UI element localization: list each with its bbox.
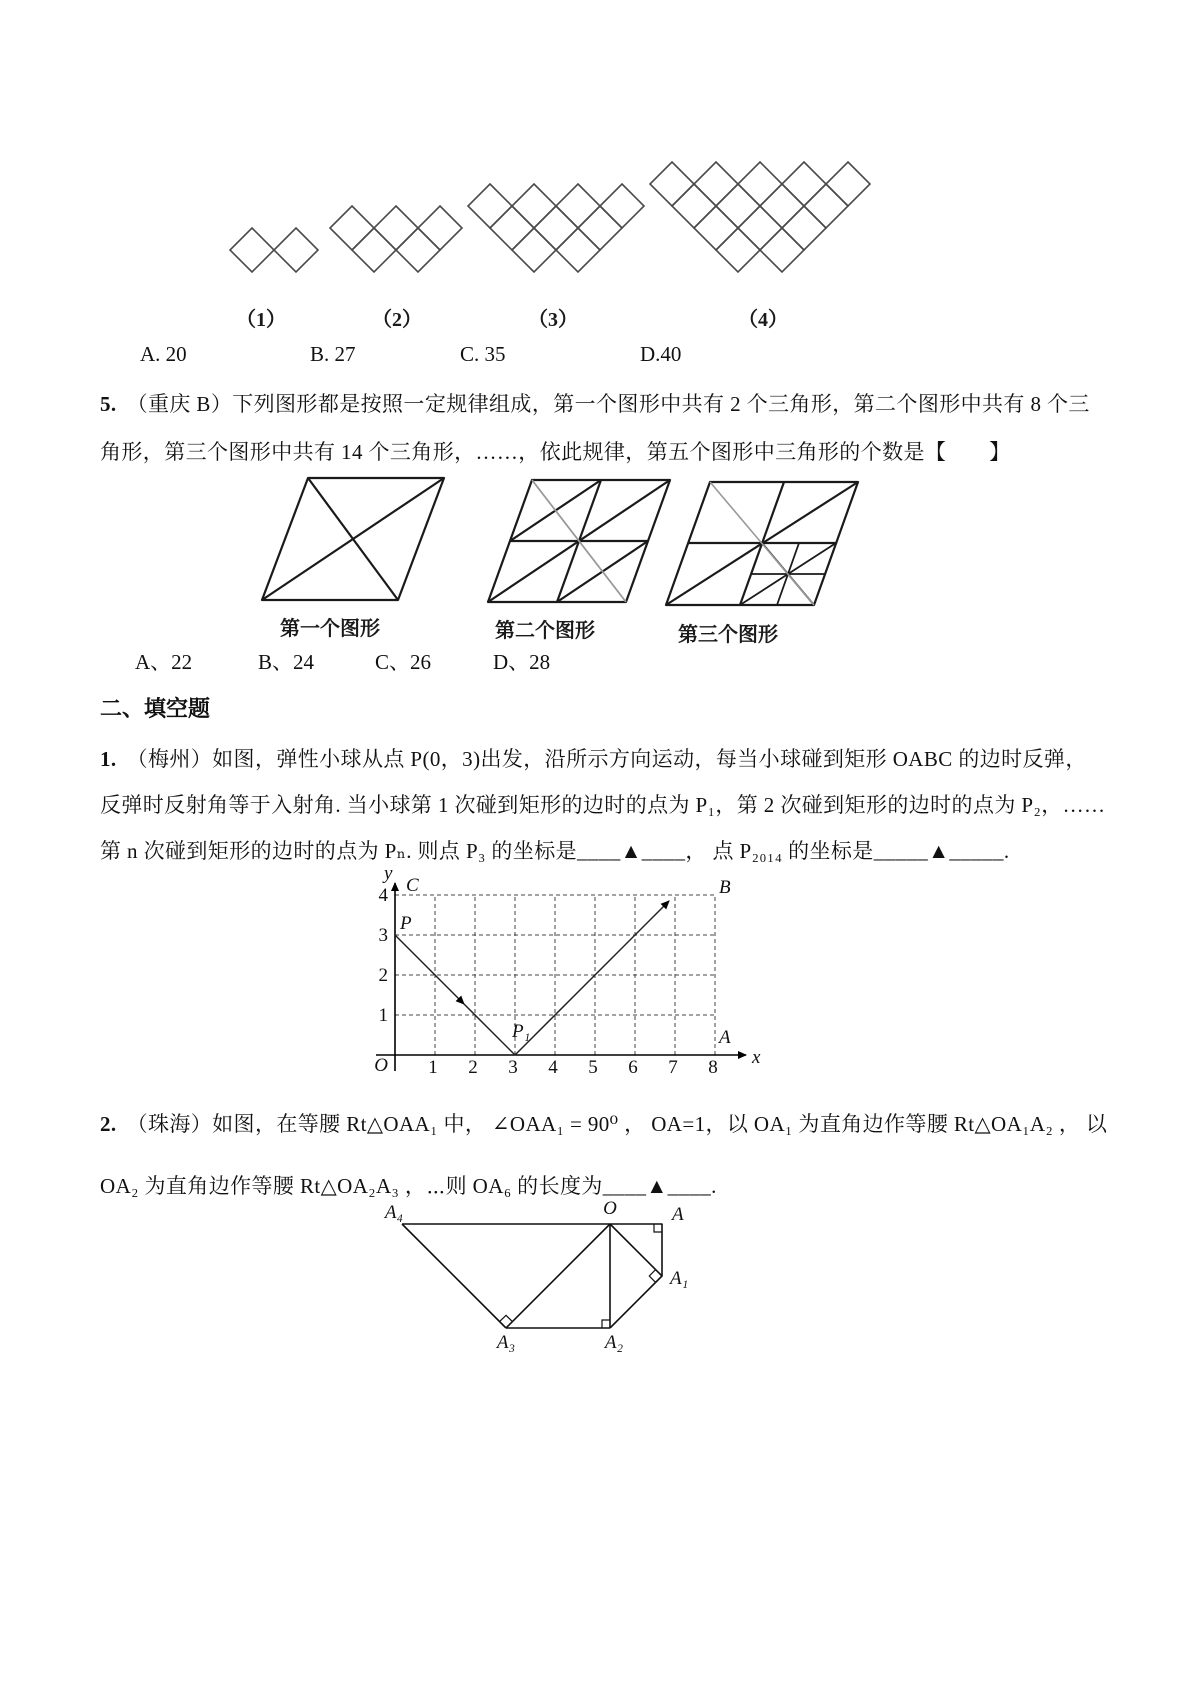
diamond-group-3 <box>468 184 644 272</box>
parallelogram-label-2: 第二个图形 <box>495 620 595 642</box>
diamond-group-1 <box>230 228 318 272</box>
q2-text-line2: OA₂ 为直角边作等腰 Rt△OA₂A₃ ，⋯则 OA₆ 的长度为____▲____. <box>100 1174 717 1198</box>
diamond-figure-label-4: （4） <box>738 309 788 331</box>
diamond-group-4 <box>650 162 870 272</box>
q2-line1-text: （珠海）如图，在等腰 Rt△OAA₁ 中， ∠OAA₁ = 90⁰ ， OA=1，以 OA₁ 为直角边作等腰 Rt△OA₁A₂ ， 以 <box>126 1112 1108 1136</box>
q5-option-b: B、24 <box>258 650 315 674</box>
q4-option-a: A. 20 <box>140 342 187 366</box>
q4-option-d: D.40 <box>640 342 682 366</box>
triangle-edges <box>402 1224 662 1328</box>
point-a-label: A <box>672 1204 684 1225</box>
point-p-label: P <box>400 913 412 934</box>
x-tick-8: 8 <box>708 1057 718 1078</box>
point-o-label: O <box>603 1200 617 1219</box>
x-axis-label: x <box>752 1047 761 1068</box>
q5-option-d: D、28 <box>493 650 551 674</box>
q4-option-c: C. 35 <box>460 342 506 366</box>
parallelogram-1 <box>262 478 444 600</box>
point-a1-label: A₁ <box>670 1268 689 1289</box>
point-p1-label: P₁ <box>512 1021 531 1042</box>
y-axis-label: y <box>384 865 393 884</box>
parallelogram-label-3: 第三个图形 <box>678 624 778 646</box>
corner-a-label: A <box>719 1027 731 1048</box>
parallelogram-2 <box>488 480 670 602</box>
x-tick-5: 5 <box>588 1057 598 1078</box>
corner-c-label: C <box>406 875 419 896</box>
x-tick-7: 7 <box>668 1057 678 1078</box>
point-a2-label: A₂ <box>604 1332 624 1353</box>
x-tick-4: 4 <box>548 1057 558 1078</box>
q1-text-line1 <box>100 743 1087 773</box>
diamond-figure-label-1: （1） <box>236 309 286 331</box>
q1-text-line3: 第 n 次碰到矩形的边时的点为 Pₙ. 则点 P₃ 的坐标是____▲____， 点 P₂₀₁₄ 的坐标是_____▲_____. <box>100 839 1010 863</box>
x-tick-1: 1 <box>428 1057 438 1078</box>
corner-b-label: B <box>719 877 731 898</box>
q2-number: 2. <box>100 1112 117 1136</box>
x-tick-3: 3 <box>508 1057 518 1078</box>
triangle-spiral-figure <box>380 1200 720 1375</box>
axes <box>376 883 746 1071</box>
right-angle-marks <box>500 1224 662 1328</box>
point-a4-label: A₄ <box>384 1202 404 1223</box>
q5-line1-text: （重庆 B）下列图形都是按照一定规律组成，第一个图形中共有 2 个三角形，第二个图形中共有 8 个三 <box>126 392 1090 416</box>
y-tick-4: 4 <box>378 885 388 906</box>
parallelogram-3 <box>666 482 858 605</box>
y-tick-3: 3 <box>378 925 388 946</box>
q5-text-line2: 角形，第三个图形中共有 14 个三角形，……，依此规律，第五个图形中三角形的个数是【 】 <box>100 440 1011 464</box>
q1-line1-text: （梅州）如图，弹性小球从点 P(0，3)出发，沿所示方向运动，每当小球碰到矩形 OABC 的边时反弹， <box>126 747 1087 771</box>
parallelogram-label-1: 第一个图形 <box>280 618 380 640</box>
ball-path <box>395 901 669 1055</box>
q5-option-c: C、26 <box>375 650 432 674</box>
q2-text-line1 <box>100 1108 1107 1138</box>
point-a3-label: A₃ <box>496 1332 516 1353</box>
q1-text-line2: 反弹时反射角等于入射角. 当小球第 1 次碰到矩形的边时的点为 P₁，第 2 次碰到矩形的边时的点为 P₂，…… <box>100 793 1106 817</box>
q1-number: 1. <box>100 747 117 771</box>
y-tick-1: 1 <box>378 1005 388 1026</box>
y-tick-2: 2 <box>378 965 388 986</box>
q4-option-b: B. 27 <box>310 342 356 366</box>
parallelogram-figure <box>240 460 880 620</box>
diamond-figure-label-2: （2） <box>372 309 422 331</box>
x-tick-6: 6 <box>628 1057 638 1078</box>
diamond-figure-label-3: （3） <box>528 309 578 331</box>
origin-label: O <box>374 1055 388 1076</box>
triangle-labels <box>383 1200 688 1353</box>
diamond-group-2 <box>330 206 462 272</box>
x-tick-2: 2 <box>468 1057 478 1078</box>
diamond-pattern-figure <box>200 90 920 305</box>
q5-number: 5. <box>100 392 117 416</box>
section-title-fill-in: 二、填空题 <box>100 696 211 721</box>
q5-option-a: A、22 <box>135 650 193 674</box>
grid-lines <box>395 895 715 1055</box>
coordinate-grid-figure <box>360 865 780 1100</box>
q5-text-line1 <box>100 388 1090 418</box>
